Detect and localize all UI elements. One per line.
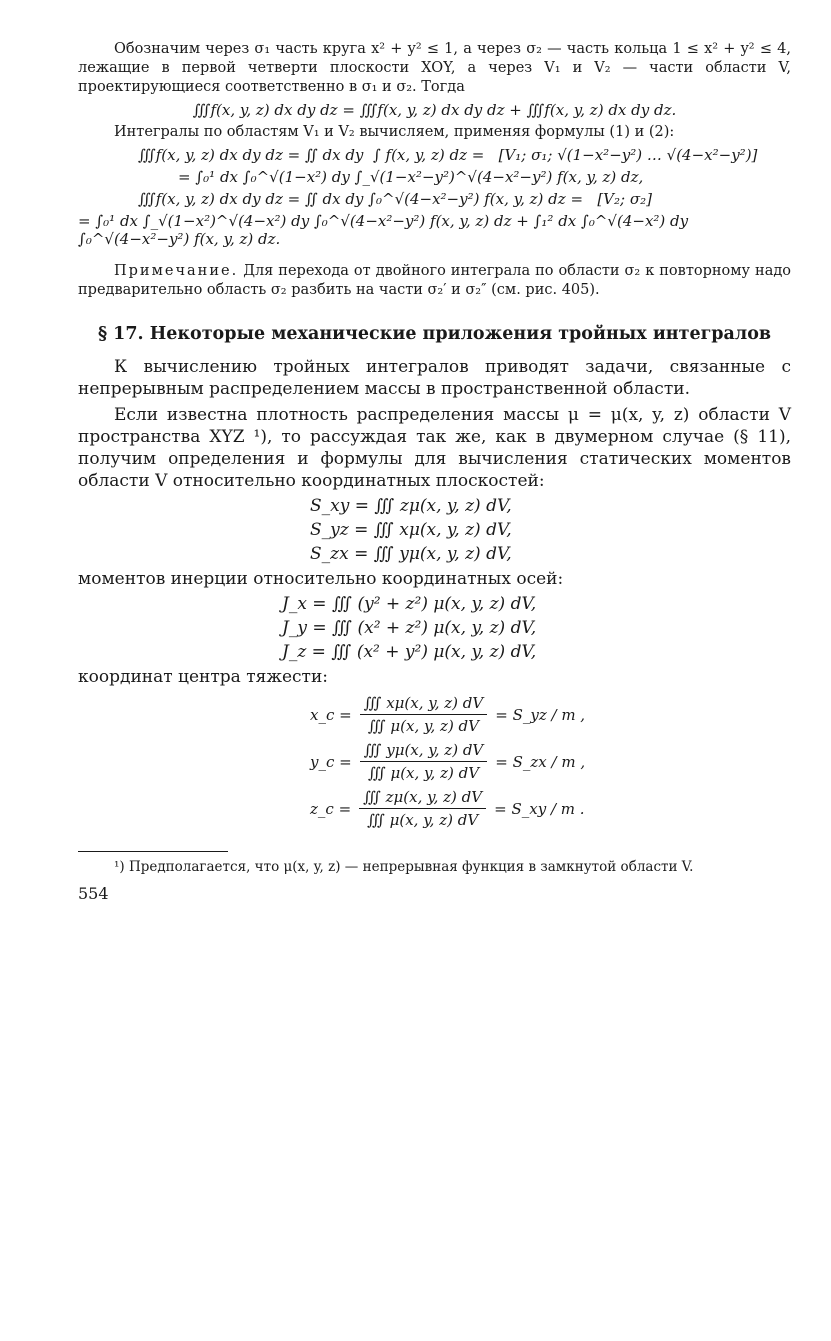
integrals-line: Интегралы по областям V₁ и V₂ вычисляем, применяя формулы (1) и (2): <box>114 124 675 140</box>
centroid-label: координат центра тяжести: <box>78 667 329 687</box>
centroid-y <box>310 741 791 782</box>
footnote: ¹) Предполагается, что μ(x, y, z) — непрерывная функция в замкнутой области V. <box>114 859 694 875</box>
centroid-z <box>310 788 791 829</box>
note-label: Примечание. <box>114 263 239 279</box>
formula-v2-first: ∭f(x, y, z) dx dy dz = ∬ dx dy ∫₀^√(4−x²−y²) f(x, y, z) dz = [V₂; σ₂] <box>138 190 652 208</box>
centroid-y-rhs: = S_zx / m , <box>495 752 586 771</box>
centroid-z-fraction <box>359 788 486 829</box>
formula-split-volume: ∭f(x, y, z) dx dy dz = ∭f(x, y, z) dx dy dz + ∭f(x, y, z) dx dy dz. <box>192 101 677 119</box>
static-moment-zx: S_zx = ∭ yμ(x, y, z) dV, <box>310 544 512 564</box>
section-heading: § 17. Некоторые механические приложения тройных интегралов <box>97 324 772 344</box>
centroid-y-denominator: ∭ μ(x, y, z) dV <box>367 764 480 782</box>
centroid-y-fraction <box>360 741 488 782</box>
centroid-z-numerator: ∭ zμ(x, y, z) dV <box>359 788 486 809</box>
para-intro: К вычислению тройных интегралов приводят задачи, связанные с непрерывным распределением массы в пространственной области. <box>78 357 791 399</box>
note-text: Для перехода от двойного интеграла по области σ₂ к повторному надо предварительно область σ₂ разбить на части σ₂′ и σ₂″ (см. рис. 405). <box>78 263 791 298</box>
centroid-y-numerator: ∭ yμ(x, y, z) dV <box>360 741 488 762</box>
note-paragraph <box>78 262 791 300</box>
centroid-z-rhs: = S_xy / m . <box>494 799 585 818</box>
inertia-moment-z: J_z = ∭ (x² + y²) μ(x, y, z) dV, <box>282 642 537 662</box>
centroid-x-numerator: ∭ xμ(x, y, z) dV <box>360 694 488 715</box>
footnote-divider <box>78 851 228 852</box>
inertia-label: моментов инерции относительно координатных осей: <box>78 569 564 589</box>
formula-v1-first: ∭f(x, y, z) dx dy dz = ∬ dx dy ∫ f(x, y, z) dz = [V₁; σ₁; √(1−x²−y²) … √(4−x²−y²)] <box>138 146 758 164</box>
static-moment-xy: S_xy = ∭ zμ(x, y, z) dV, <box>310 496 512 516</box>
centroid-z-denominator: ∭ μ(x, y, z) dV <box>367 811 479 829</box>
formula-v1-second: = ∫₀¹ dx ∫₀^√(1−x²) dy ∫_√(1−x²−y²)^√(4−x²−y²) f(x, y, z) dz, <box>178 168 644 186</box>
centroid-y-lhs: y_c = <box>310 752 352 771</box>
page-number: 554 <box>78 884 109 903</box>
formula-v2-second: = ∫₀¹ dx ∫_√(1−x²)^√(4−x²) dy ∫₀^√(4−x²−y²) f(x, y, z) dz + ∫₁² dx ∫₀^√(4−x²) dy ∫₀^√(4−x²−y²) f(x, y, z) dz. <box>78 212 689 248</box>
inertia-moment-x: J_x = ∭ (y² + z²) μ(x, y, z) dV, <box>282 594 537 614</box>
centroid-x-rhs: = S_yz / m , <box>495 705 586 724</box>
para-density: Если известна плотность распределения массы μ = μ(x, y, z) области V пространства XYZ ¹), то рассуждая так же, как в двумерном случае (§ 11), получим определения и формулы для вычисления статических моментов области V относительно координатных плоскостей: <box>78 405 791 491</box>
centroid-x-lhs: x_c = <box>310 705 352 724</box>
centroid-x-denominator: ∭ μ(x, y, z) dV <box>367 717 479 735</box>
centroid-x-fraction <box>360 694 488 735</box>
inertia-moment-y: J_y = ∭ (x² + z²) μ(x, y, z) dV, <box>282 618 537 638</box>
intro-paragraph: Обозначим через σ₁ часть круга x² + y² ≤ 1, а через σ₂ — часть кольца 1 ≤ x² + y² ≤ 4, лежащие в первой четверти плоскости XOY, а через V₁ и V₂ — части области V, проектирующиеся соответственно в σ₁ и σ₂. Тогда <box>78 41 791 95</box>
centroid-z-lhs: z_c = <box>310 799 352 818</box>
static-moment-yz: S_yz = ∭ xμ(x, y, z) dV, <box>310 520 512 540</box>
centroid-x <box>310 694 791 735</box>
